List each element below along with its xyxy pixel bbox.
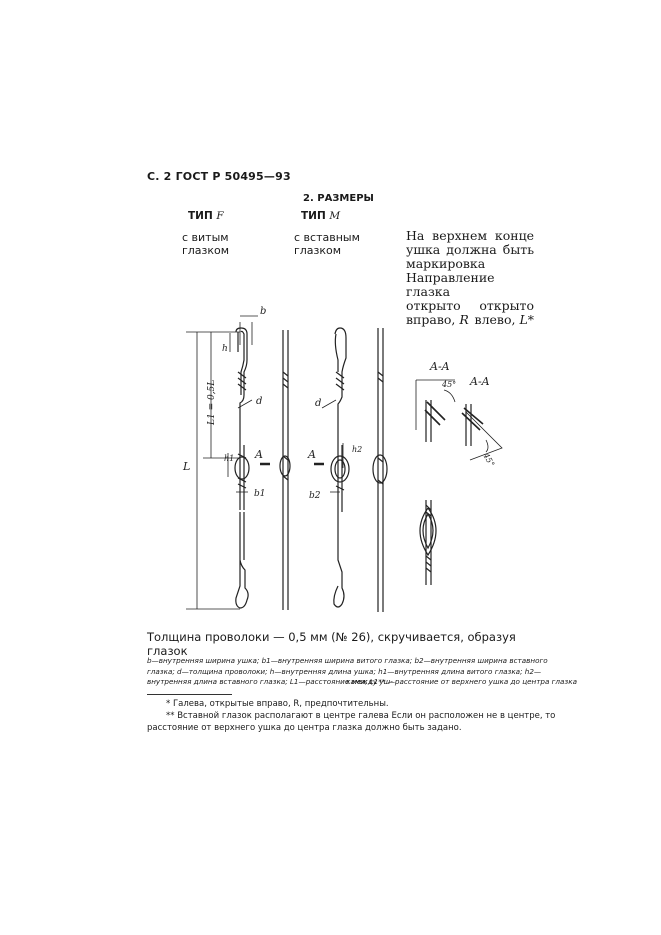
type-m-desc-line1: с вставным [294, 231, 360, 244]
section-title: 2. РАЗМЕРЫ [303, 193, 374, 204]
inserted-eye-detail [420, 500, 436, 585]
section-label-2: A-A [470, 375, 490, 388]
footnote-1: * Галева, открытые вправо, R, предпочтительны. [166, 699, 389, 709]
type-f-letter: F [216, 210, 224, 222]
label-b1: b1 [254, 489, 266, 499]
note-left-word: влево, [474, 312, 516, 327]
type-f-desc-line1: с витым [182, 231, 229, 244]
legend-text-continued: ками; L1** —расстояние от верхнего ушка до центра глазка [346, 677, 577, 686]
type-m-side [373, 328, 387, 612]
angle-label-2: 45° [481, 451, 497, 469]
page-header: С. 2 ГОСТ Р 50495—93 [147, 170, 291, 183]
label-d: d [256, 396, 263, 407]
type-f-side [280, 330, 290, 610]
note-line1: На верхнем конце [406, 228, 534, 243]
note-open-right: открыто [406, 298, 461, 313]
type-m-desc-line2: глазком [294, 243, 342, 257]
legend-text: b—внутренняя ширина ушка; b1—внутренняя ширина витого глазка; b2—внутренняя ширина вставного глазка; d—толщина проволоки; h—внутренняя длина ушка; h1—внутренняя длина витого глазка; h2—внутренняя длина вставного глазка; L1—расстояние между уш- [147, 656, 548, 686]
note-line3: маркировка [406, 256, 486, 271]
type-f-desc-line2: глазком [182, 243, 230, 257]
section-views [416, 360, 502, 468]
label-b2: b2 [309, 491, 321, 501]
footnote-divider [147, 694, 232, 695]
label-A1: A [255, 448, 263, 461]
type-f-prefix: ТИП [188, 210, 213, 222]
note-line2: ушка должна быть [406, 242, 534, 257]
thickness-note: Толщина проволоки — 0,5 мм (№ 26), скручивается, образуя глазок [147, 630, 516, 658]
label-b: b [260, 306, 267, 317]
note-open-left: открыто [479, 298, 534, 313]
note-r-letter: R [459, 312, 469, 327]
footnote-2: ** Вставной глазок располагают в центре галева Если он расположен не в центре, то расстояние от верхнего ушка до центра глазка должно быть задано. [147, 711, 556, 733]
label-A2: A [308, 448, 316, 461]
note-l-letter: L* [519, 312, 534, 327]
label-L: L [183, 460, 191, 473]
type-m-heddle [331, 328, 349, 607]
angle-label-1: 45° [442, 380, 457, 389]
section-label-1: A-A [430, 360, 450, 373]
label-h1: h1 [224, 454, 235, 463]
label-h: h [222, 344, 228, 354]
label-L1: L1 = 0,5L [207, 379, 217, 425]
dimension-lines [186, 316, 343, 609]
note-line4: Направление глазка [406, 270, 495, 299]
type-f-heddle [235, 328, 249, 608]
type-m-prefix: ТИП [301, 210, 326, 222]
type-m-letter: M [329, 210, 341, 222]
label-d-m: d [315, 398, 322, 409]
note-right-word: вправо, [406, 312, 456, 327]
label-h2: h2 [352, 445, 363, 454]
